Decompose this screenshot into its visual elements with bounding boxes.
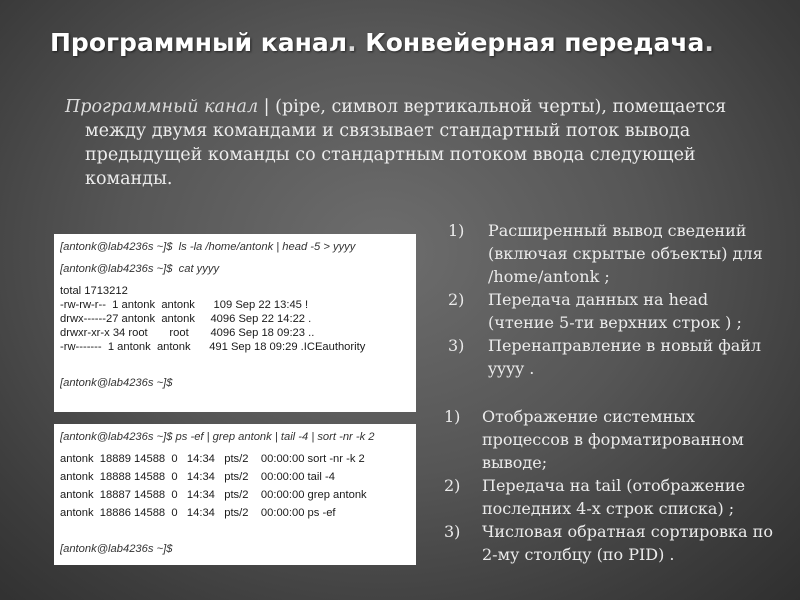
intro-text: | (pipe, символ вертикальной черты), помещается между двумя командами и связывает стандартный поток вывода предыдущей команды со стандартным потоком ввода следующей команды.: [85, 97, 727, 189]
title-dot-2: .: [704, 28, 714, 57]
terminal-prompt-line: [antonk@lab4236s ~]$: [60, 543, 173, 555]
list-item: 3) Числовая обратная сортировка по 2-му столбцу (по PID) .: [444, 522, 773, 564]
list-item: 1) Отображение системных процессов в форматированном выводе;: [444, 407, 744, 472]
list-item: 2) Передача данных на head (чтение 5-ти верхних строк ) ;: [448, 290, 742, 332]
title-dot-1: .: [347, 28, 357, 57]
terminal-prompt-line: [antonk@lab4236s ~]$: [60, 377, 173, 389]
terminal-command-line: [antonk@lab4236s ~]$ cat yyyy: [60, 263, 220, 275]
slide-title: [50, 28, 770, 57]
terminal-output-line: antonk 18886 14588 0 14:34 pts/2 00:00:00 ps -ef: [60, 507, 336, 519]
explanation-list-2: [438, 405, 778, 566]
terminal-output-line: antonk 18889 14588 0 14:34 pts/2 00:00:00 sort -nr -k 2: [60, 453, 365, 465]
terminal-command-line: [antonk@lab4236s ~]$ ps -ef | grep antonk | tail -4 | sort -nr -k 2: [60, 431, 375, 443]
terminal-command-line: [antonk@lab4236s ~]$ ls -la /home/antonk | head -5 > yyyy: [60, 241, 356, 253]
terminal-output-line: drwxr-xr-x 34 root root 4096 Sep 18 09:23 ..: [60, 327, 315, 339]
title-part-1: Программный канал: [50, 28, 348, 57]
terminal-output-line: antonk 18887 14588 0 14:34 pts/2 00:00:00 grep antonk: [60, 489, 367, 501]
terminal-output-line: drwx------27 antonk antonk 4096 Sep 22 14:22 .: [60, 313, 312, 325]
terminal-output-line: antonk 18888 14588 0 14:34 pts/2 00:00:00 tail -4: [60, 471, 335, 483]
list-item: 3) Перенаправление в новый файл yyyy .: [448, 336, 762, 378]
list-item: 2) Передача на tail (отображение последних 4-х строк списка) ;: [444, 476, 746, 518]
list-item: 1) Расширенный вывод сведений (включая скрытые объекты) для /home/antonk ;: [448, 221, 763, 286]
title-part-2: Конвейерная передача: [356, 28, 705, 57]
terminal-screenshot-ps-pipeline: [54, 424, 416, 565]
terminal-output-line: -rw-rw-r-- 1 antonk antonk 109 Sep 22 13:45 !: [60, 299, 309, 311]
intro-paragraph: [65, 95, 765, 191]
explanation-list-1: [438, 219, 778, 380]
terminal-output-line: total 1713212: [60, 285, 128, 297]
terminal-screenshot-ls-head: [54, 234, 416, 412]
terminal-output-line: -rw------- 1 antonk antonk 491 Sep 18 09:29 .ICEauthority: [60, 341, 366, 353]
intro-italic-term: Программный канал: [65, 97, 259, 117]
